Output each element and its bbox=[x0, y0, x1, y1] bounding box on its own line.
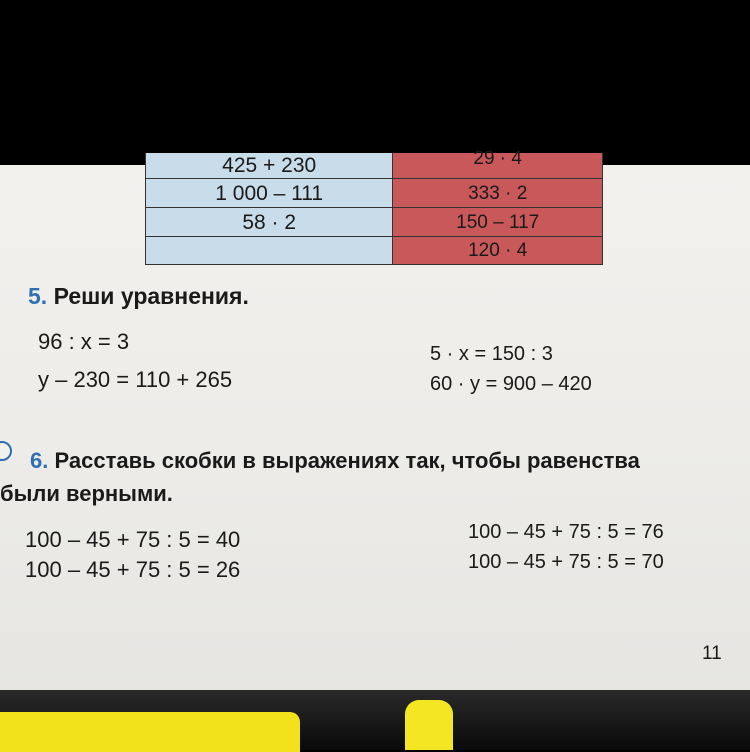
yellow-marker-cap bbox=[405, 700, 453, 750]
task-6-heading bbox=[30, 448, 640, 474]
table-cell-left: 1 000 – 111 bbox=[145, 179, 393, 208]
task-6-number: 6. bbox=[30, 448, 49, 473]
yellow-marker-object bbox=[0, 712, 300, 752]
page-number: 11 bbox=[702, 643, 722, 664]
expression: 100 – 45 + 75 : 5 = 70 bbox=[468, 551, 664, 573]
table-row bbox=[145, 179, 603, 208]
table-cell-right: 120 · 4 bbox=[393, 237, 603, 265]
task-marker-circle bbox=[0, 441, 12, 461]
table-row bbox=[145, 148, 603, 179]
expression: 100 – 45 + 75 : 5 = 26 bbox=[25, 557, 241, 582]
exercise-table bbox=[145, 148, 603, 265]
expression: 100 – 45 + 75 : 5 = 76 bbox=[468, 521, 664, 543]
table-cell-right: 150 – 117 bbox=[393, 208, 603, 237]
table-cell-right: 29 · 4 bbox=[393, 153, 603, 179]
equation: 60 · y = 900 – 420 bbox=[430, 373, 592, 395]
equation: y – 230 = 110 + 265 bbox=[38, 367, 233, 392]
task-5-number: 5. bbox=[28, 283, 48, 309]
expression: 100 – 45 + 75 : 5 = 40 bbox=[25, 527, 241, 552]
table-row bbox=[145, 237, 603, 265]
equation: 96 : x = 3 bbox=[38, 329, 130, 354]
task-5-title: Реши уравнения. bbox=[53, 283, 249, 309]
equation: 5 · x = 150 : 3 bbox=[430, 343, 553, 365]
table-row bbox=[145, 208, 603, 237]
table-cell-left: 425 + 230 bbox=[145, 153, 393, 179]
task-5-heading bbox=[28, 283, 249, 310]
table-cell-right: 333 · 2 bbox=[393, 179, 603, 208]
task-6-title-line1: Расставь скобки в выражениях так, чтобы равенства bbox=[54, 448, 640, 473]
textbook-page bbox=[0, 148, 750, 695]
table-cell-left: 58 · 2 bbox=[145, 208, 393, 237]
table-cell-left bbox=[145, 237, 393, 265]
task-6-title-line2: были верными. bbox=[0, 481, 173, 506]
